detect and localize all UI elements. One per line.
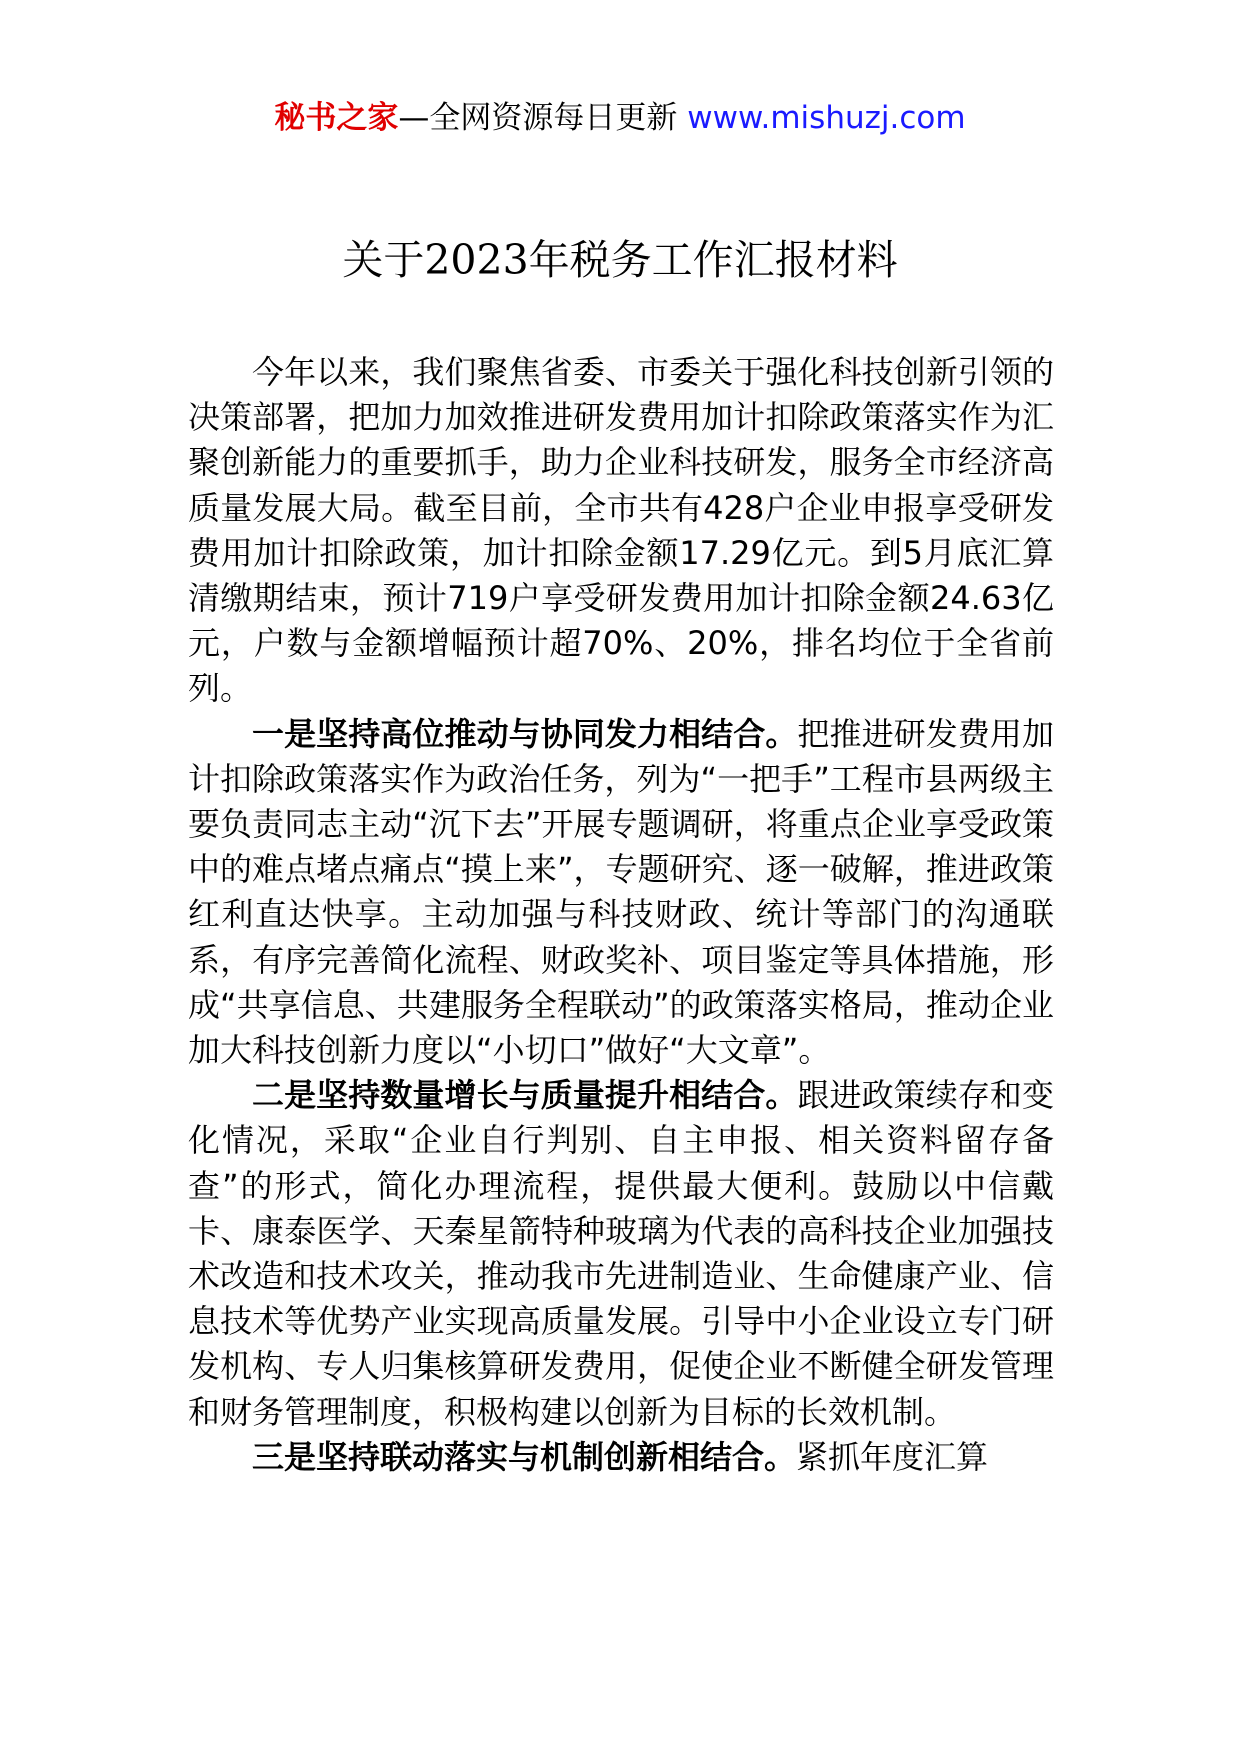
- document-body: [188, 350, 1054, 1480]
- paragraph-lead: 三是坚持联动落实与机制创新相结合。: [252, 1437, 797, 1476]
- site-tagline: —全网资源每日更新: [398, 100, 678, 136]
- paragraph-text: 把推进研发费用加计扣除政策落实作为政治任务，列为“一把手”工程市县两级主要负责同志主动“沉下去”开展专题调研，将重点企业享受政策中的难点堵点痛点“摸上来”，专题研究、逐一破解，推进政策红利直达快享。主动加强与科技财政、统计等部门的沟通联系，有序完善简化流程、财政奖补、项目鉴定等具体措施，形成“共享信息、共建服务全程联动”的政策落实格局，推动企业加大科技创新力度以“小切口”做好“大文章”。: [188, 714, 1054, 1070]
- paragraph-text: 紧抓年度汇算: [796, 1437, 989, 1476]
- paragraph-text: 跟进政策续存和变化情况，采取“企业自行判别、自主申报、相关资料留存备查”的形式，简化办理流程，提供最大便利。鼓励以中信戴卡、康泰医学、天秦星箭特种玻璃为代表的高科技企业加强技术改造和技术攻关，推动我市先进制造业、生命健康产业、信息技术等优势产业实现高质量发展。引导中小企业设立专门研发机构、专人归集核算研发费用，促使企业不断健全研发管理和财务管理制度，积极构建以创新为目标的长效机制。: [188, 1076, 1054, 1431]
- paragraph-point-1: [188, 712, 1054, 1074]
- site-header: [0, 96, 1240, 140]
- paragraph-lead: 二是坚持数量增长与质量提升相结合。: [252, 1076, 798, 1115]
- site-url[interactable]: www.mishuzj.com: [687, 100, 966, 136]
- site-brand: 秘书之家: [274, 100, 399, 136]
- paragraph-intro: [188, 350, 1054, 712]
- paragraph-lead: 一是坚持高位推动与协同发力相结合。: [252, 714, 798, 753]
- paragraph-point-3: [188, 1435, 1054, 1480]
- paragraph-point-2: [188, 1073, 1054, 1435]
- document-title: 关于2023年税务工作汇报材料: [342, 236, 898, 284]
- paragraph-text: 今年以来，我们聚焦省委、市委关于强化科技创新引领的决策部署，把加力加效推进研发费用加计扣除政策落实作为汇聚创新能力的重要抓手，助力企业科技研发，服务全市经济高质量发展大局。截至目前，全市共有428户企业申报享受研发费用加计扣除政策，加计扣除金额17.29亿元。到5月底汇算清缴期结束，预计719户享受研发费用加计扣除金额24.63亿元，户数与金额增幅预计超70%、20%，排名均位于全省前列。: [188, 353, 1054, 708]
